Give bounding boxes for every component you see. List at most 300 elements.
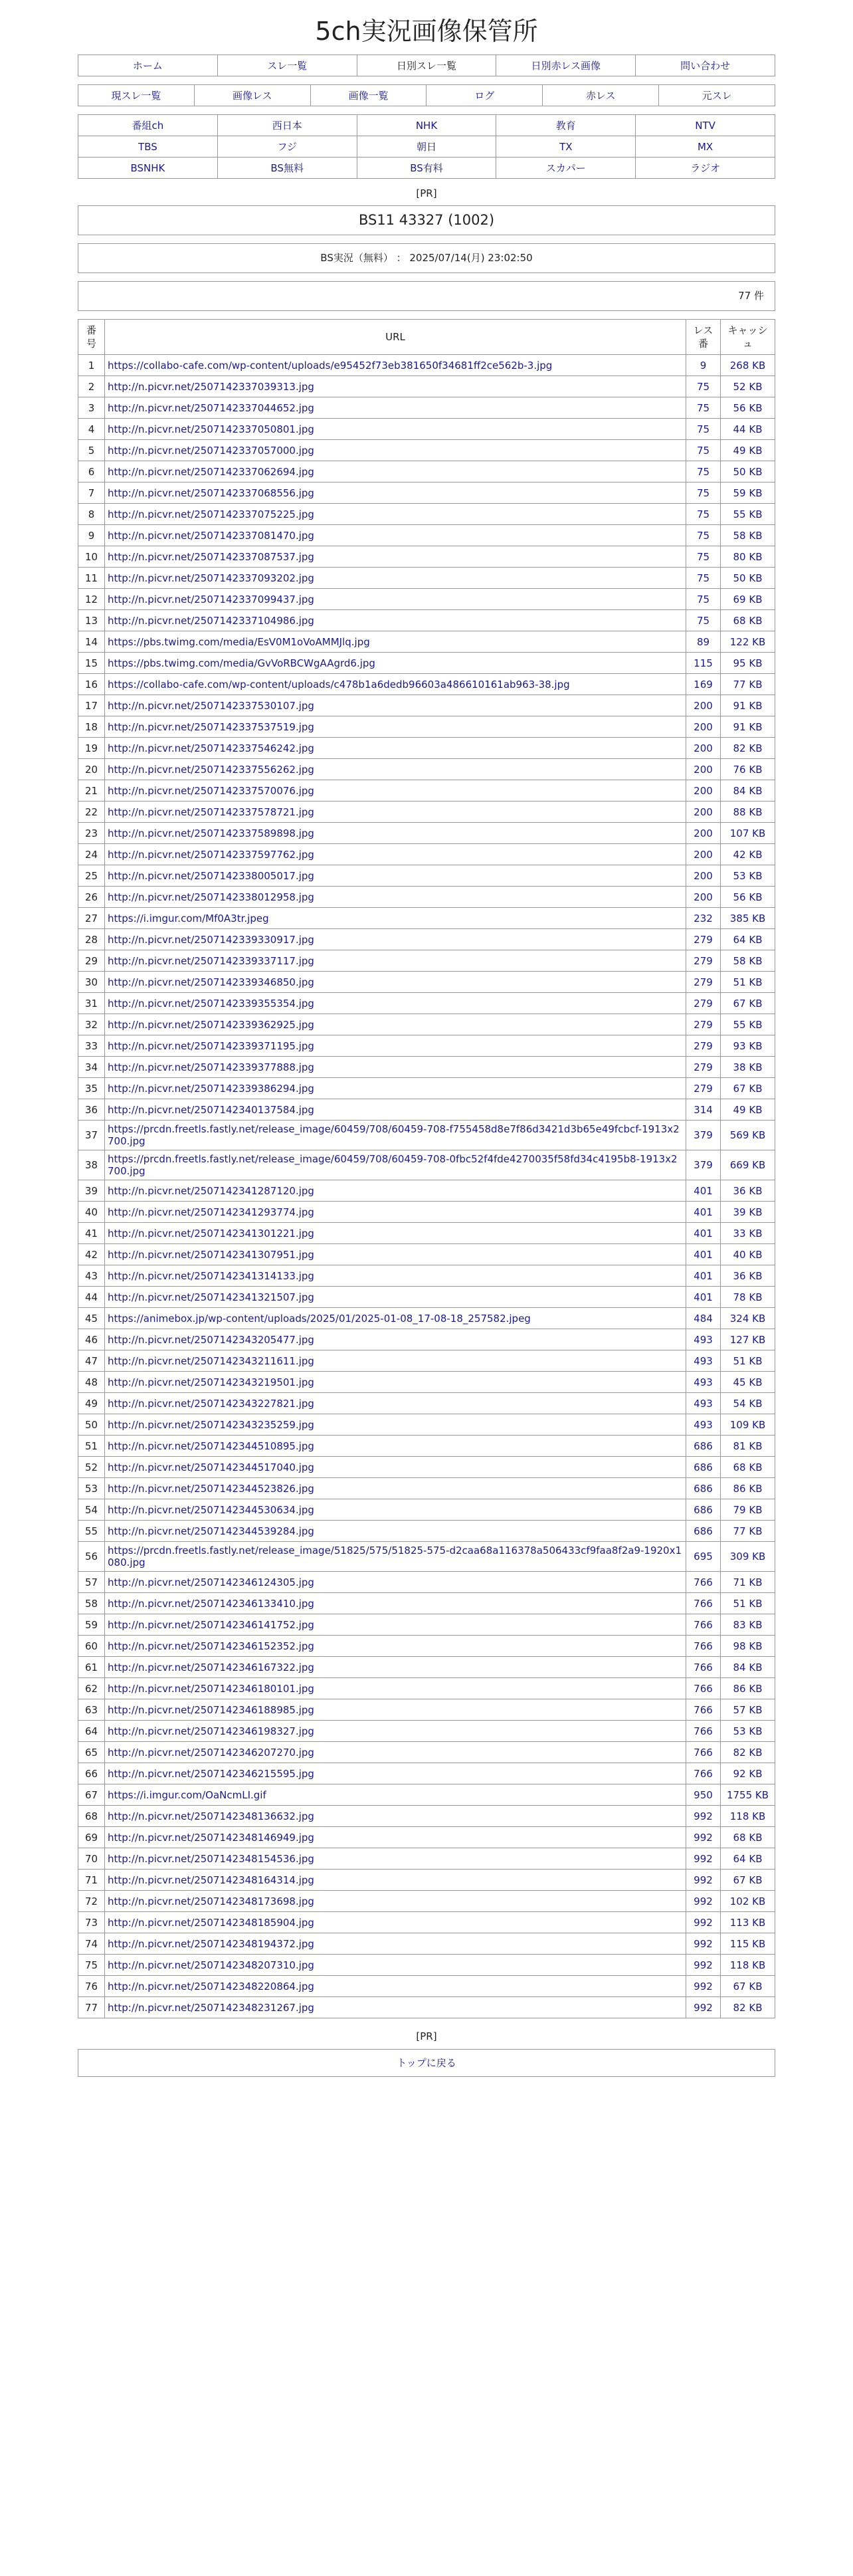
row-url-link[interactable]: http://n.picvr.net/2507142339337117.jpg (105, 950, 686, 972)
row-number: 19 (78, 738, 105, 759)
row-cache-link[interactable]: 64 KB (721, 1848, 775, 1870)
row-res-link[interactable]: 493 (686, 1393, 721, 1414)
row-cache-link[interactable]: 77 KB (721, 1521, 775, 1542)
row-res-link[interactable]: 493 (686, 1329, 721, 1350)
row-url-link[interactable]: http://n.picvr.net/2507142348146949.jpg (105, 1827, 686, 1848)
row-res-link[interactable]: 766 (686, 1614, 721, 1636)
row-cache-link[interactable]: 78 KB (721, 1287, 775, 1308)
row-res-link[interactable]: 75 (686, 376, 721, 397)
table-row (78, 568, 775, 589)
table-row (78, 844, 775, 865)
row-url-link[interactable]: http://n.picvr.net/2507142337099437.jpg (105, 589, 686, 610)
row-url-link[interactable]: http://n.picvr.net/2507142337546242.jpg (105, 738, 686, 759)
row-cache-link[interactable]: 118 KB (721, 1955, 775, 1976)
row-res-link[interactable]: 232 (686, 908, 721, 929)
table-row (78, 461, 775, 483)
row-number: 11 (78, 568, 105, 589)
row-res-link[interactable]: 493 (686, 1372, 721, 1393)
nav-thread-list[interactable]: スレ一覧 (217, 55, 357, 76)
row-cache-link[interactable]: 102 KB (721, 1891, 775, 1912)
row-url-link[interactable]: http://n.picvr.net/2507142348164314.jpg (105, 1870, 686, 1891)
row-res-link[interactable]: 279 (686, 972, 721, 993)
pr-label: [PR] (416, 187, 437, 199)
row-url-link[interactable]: http://n.picvr.net/2507142344523826.jpg (105, 1478, 686, 1499)
row-cache-link[interactable]: 67 KB (721, 1078, 775, 1099)
row-cache-link[interactable]: 52 KB (721, 376, 775, 397)
row-res-link[interactable]: 992 (686, 1976, 721, 1997)
channel-link[interactable]: TX (496, 136, 636, 158)
row-url-link[interactable]: http://n.picvr.net/2507142341287120.jpg (105, 1180, 686, 1202)
row-number: 62 (78, 1678, 105, 1699)
row-res-link[interactable]: 766 (686, 1636, 721, 1657)
row-res-link[interactable]: 379 (686, 1121, 721, 1150)
row-res-link[interactable]: 115 (686, 653, 721, 674)
row-cache-link[interactable]: 45 KB (721, 1372, 775, 1393)
table-row (78, 1478, 775, 1499)
row-url-link[interactable]: http://n.picvr.net/2507142348220864.jpg (105, 1976, 686, 1997)
row-res-link[interactable]: 379 (686, 1150, 721, 1180)
row-number: 72 (78, 1891, 105, 1912)
channel-link[interactable]: ラジオ (636, 158, 775, 179)
row-url-link[interactable]: http://n.picvr.net/2507142343219501.jpg (105, 1372, 686, 1393)
row-res-link[interactable]: 75 (686, 610, 721, 631)
row-url-link[interactable]: http://n.picvr.net/2507142348231267.jpg (105, 1997, 686, 2018)
row-url-link[interactable]: http://n.picvr.net/2507142337039313.jpg (105, 376, 686, 397)
table-row (78, 1521, 775, 1542)
nav-current-threads[interactable]: 現スレ一覧 (78, 85, 195, 106)
row-res-link[interactable]: 992 (686, 1891, 721, 1912)
row-cache-link[interactable]: 107 KB (721, 823, 775, 844)
row-number: 47 (78, 1350, 105, 1372)
row-res-link[interactable]: 200 (686, 695, 721, 716)
row-res-link[interactable]: 992 (686, 1848, 721, 1870)
row-url-link[interactable]: http://n.picvr.net/2507142337556262.jpg (105, 759, 686, 780)
row-res-link[interactable]: 401 (686, 1287, 721, 1308)
row-cache-link[interactable]: 77 KB (721, 674, 775, 695)
row-res-link[interactable]: 75 (686, 589, 721, 610)
row-res-link[interactable]: 766 (686, 1657, 721, 1678)
row-res-link[interactable]: 766 (686, 1763, 721, 1784)
row-cache-link[interactable]: 38 KB (721, 1057, 775, 1078)
row-cache-link[interactable]: 1755 KB (721, 1784, 775, 1806)
row-res-link[interactable]: 200 (686, 844, 721, 865)
row-cache-link[interactable]: 91 KB (721, 695, 775, 716)
row-url-link[interactable]: https://prcdn.freetls.fastly.net/release_image/51825/575/51825-575-d2caa68a116378a506433cf9faa8f2a9-1920x1080.jpg (105, 1542, 686, 1572)
row-url-link[interactable]: http://n.picvr.net/2507142346141752.jpg (105, 1614, 686, 1636)
channel-link[interactable]: スカパー (496, 158, 636, 179)
row-cache-link[interactable]: 68 KB (721, 1457, 775, 1478)
channel-link[interactable]: BSNHK (78, 158, 218, 179)
row-url-link[interactable]: http://n.picvr.net/2507142348185904.jpg (105, 1912, 686, 1933)
row-res-link[interactable]: 992 (686, 1933, 721, 1955)
row-cache-link[interactable]: 115 KB (721, 1933, 775, 1955)
row-url-link[interactable]: https://i.imgur.com/OaNcmLI.gif (105, 1784, 686, 1806)
row-url-link[interactable]: http://n.picvr.net/2507142337530107.jpg (105, 695, 686, 716)
site-title: 5ch実況画像保管所 (315, 17, 538, 46)
row-number: 56 (78, 1542, 105, 1572)
row-url-link[interactable]: http://n.picvr.net/2507142340137584.jpg (105, 1099, 686, 1121)
row-url-link[interactable]: https://collabo-cafe.com/wp-content/uploads/c478b1a6dedb96603a486610161ab963-38.jpg (105, 674, 686, 695)
table-row (78, 1891, 775, 1912)
row-cache-link[interactable]: 51 KB (721, 1350, 775, 1372)
row-res-link[interactable]: 686 (686, 1521, 721, 1542)
row-number: 25 (78, 865, 105, 887)
table-row (78, 631, 775, 653)
row-res-link[interactable]: 401 (686, 1202, 721, 1223)
row-cache-link[interactable]: 67 KB (721, 1870, 775, 1891)
row-url-link[interactable]: http://n.picvr.net/2507142346198327.jpg (105, 1721, 686, 1742)
row-res-link[interactable]: 200 (686, 823, 721, 844)
row-url-link[interactable]: http://n.picvr.net/2507142348207310.jpg (105, 1955, 686, 1976)
row-res-link[interactable]: 484 (686, 1308, 721, 1329)
row-res-link[interactable]: 200 (686, 865, 721, 887)
row-res-link[interactable]: 766 (686, 1742, 721, 1763)
row-res-link[interactable]: 766 (686, 1572, 721, 1593)
row-cache-link[interactable]: 33 KB (721, 1223, 775, 1244)
row-url-link[interactable]: https://animebox.jp/wp-content/uploads/2025/01/2025-01-08_17-08-18_257582.jpeg (105, 1308, 686, 1329)
row-cache-link[interactable]: 309 KB (721, 1542, 775, 1572)
row-cache-link[interactable]: 56 KB (721, 397, 775, 419)
nav-home[interactable]: ホーム (78, 55, 218, 76)
row-cache-link[interactable]: 92 KB (721, 1763, 775, 1784)
row-cache-link[interactable]: 64 KB (721, 929, 775, 950)
row-res-link[interactable]: 75 (686, 546, 721, 568)
row-url-link[interactable]: http://n.picvr.net/2507142337537519.jpg (105, 716, 686, 738)
row-cache-link[interactable]: 36 KB (721, 1265, 775, 1287)
row-cache-link[interactable]: 88 KB (721, 802, 775, 823)
row-cache-link[interactable]: 49 KB (721, 440, 775, 461)
row-cache-link[interactable]: 324 KB (721, 1308, 775, 1329)
row-cache-link[interactable]: 68 KB (721, 610, 775, 631)
row-res-link[interactable]: 992 (686, 1806, 721, 1827)
channel-link[interactable]: 朝日 (357, 136, 496, 158)
row-res-link[interactable]: 686 (686, 1499, 721, 1521)
row-res-link[interactable]: 992 (686, 1870, 721, 1891)
row-url-link[interactable]: http://n.picvr.net/2507142348173698.jpg (105, 1891, 686, 1912)
row-cache-link[interactable]: 71 KB (721, 1572, 775, 1593)
row-number: 74 (78, 1933, 105, 1955)
row-res-link[interactable]: 401 (686, 1223, 721, 1244)
row-cache-link[interactable]: 68 KB (721, 1827, 775, 1848)
row-number: 60 (78, 1636, 105, 1657)
row-url-link[interactable]: http://n.picvr.net/2507142348154536.jpg (105, 1848, 686, 1870)
row-res-link[interactable]: 200 (686, 738, 721, 759)
row-cache-link[interactable]: 569 KB (721, 1121, 775, 1150)
row-res-link[interactable]: 401 (686, 1180, 721, 1202)
row-res-link[interactable]: 401 (686, 1244, 721, 1265)
row-cache-link[interactable]: 122 KB (721, 631, 775, 653)
channel-link[interactable]: MX (636, 136, 775, 158)
row-res-link[interactable]: 493 (686, 1350, 721, 1372)
row-url-link[interactable]: http://n.picvr.net/2507142346180101.jpg (105, 1678, 686, 1699)
channel-link[interactable]: 番組ch (78, 115, 218, 136)
row-number: 40 (78, 1202, 105, 1223)
row-res-link[interactable]: 75 (686, 440, 721, 461)
row-res-link[interactable]: 75 (686, 483, 721, 504)
row-res-link[interactable]: 766 (686, 1721, 721, 1742)
row-url-link[interactable]: http://n.picvr.net/2507142346207270.jpg (105, 1742, 686, 1763)
row-cache-link[interactable]: 39 KB (721, 1202, 775, 1223)
row-url-link[interactable]: http://n.picvr.net/2507142343205477.jpg (105, 1329, 686, 1350)
row-url-link[interactable]: http://n.picvr.net/2507142346124305.jpg (105, 1572, 686, 1593)
row-cache-link[interactable]: 42 KB (721, 844, 775, 865)
row-res-link[interactable]: 686 (686, 1436, 721, 1457)
row-url-link[interactable]: http://n.picvr.net/2507142337597762.jpg (105, 844, 686, 865)
nav-log[interactable]: ログ (427, 85, 543, 106)
row-url-link[interactable]: http://n.picvr.net/2507142344530634.jpg (105, 1499, 686, 1521)
row-number: 17 (78, 695, 105, 716)
row-url-link[interactable]: http://n.picvr.net/2507142341293774.jpg (105, 1202, 686, 1223)
row-res-link[interactable]: 950 (686, 1784, 721, 1806)
row-res-link[interactable]: 401 (686, 1265, 721, 1287)
row-res-link[interactable]: 992 (686, 1997, 721, 2018)
row-res-link[interactable]: 75 (686, 568, 721, 589)
row-res-link[interactable]: 200 (686, 780, 721, 802)
row-cache-link[interactable]: 86 KB (721, 1678, 775, 1699)
row-url-link[interactable]: http://n.picvr.net/2507142339346850.jpg (105, 972, 686, 993)
row-url-link[interactable]: http://n.picvr.net/2507142346133410.jpg (105, 1593, 686, 1614)
row-url-link[interactable]: http://n.picvr.net/2507142337075225.jpg (105, 504, 686, 525)
nav-original-thread[interactable]: 元スレ (659, 85, 775, 106)
row-url-link[interactable]: http://n.picvr.net/2507142346152352.jpg (105, 1636, 686, 1657)
row-cache-link[interactable]: 91 KB (721, 716, 775, 738)
row-cache-link[interactable]: 67 KB (721, 993, 775, 1014)
row-res-link[interactable]: 493 (686, 1414, 721, 1436)
row-cache-link[interactable]: 53 KB (721, 1721, 775, 1742)
row-res-link[interactable]: 279 (686, 929, 721, 950)
row-number: 4 (78, 419, 105, 440)
row-url-link[interactable]: http://n.picvr.net/2507142339386294.jpg (105, 1078, 686, 1099)
row-cache-link[interactable]: 118 KB (721, 1806, 775, 1827)
row-cache-link[interactable]: 58 KB (721, 950, 775, 972)
row-cache-link[interactable]: 50 KB (721, 568, 775, 589)
row-url-link[interactable]: http://n.picvr.net/2507142337081470.jpg (105, 525, 686, 546)
row-url-link[interactable]: http://n.picvr.net/2507142343227821.jpg (105, 1393, 686, 1414)
row-number: 9 (78, 525, 105, 546)
row-number: 75 (78, 1955, 105, 1976)
row-cache-link[interactable]: 385 KB (721, 908, 775, 929)
row-res-link[interactable]: 200 (686, 759, 721, 780)
row-cache-link[interactable]: 98 KB (721, 1636, 775, 1657)
row-url-link[interactable]: http://n.picvr.net/2507142338012958.jpg (105, 887, 686, 908)
table-row (78, 1614, 775, 1636)
row-res-link[interactable]: 279 (686, 1078, 721, 1099)
row-res-link[interactable]: 279 (686, 1057, 721, 1078)
row-url-link[interactable]: http://n.picvr.net/2507142346215595.jpg (105, 1763, 686, 1784)
row-url-link[interactable]: http://n.picvr.net/2507142344510895.jpg (105, 1436, 686, 1457)
row-url-link[interactable]: https://collabo-cafe.com/wp-content/uploads/e95452f73eb381650f34681ff2ce562b-3.jpg (105, 355, 686, 376)
table-row (78, 929, 775, 950)
channel-nav (78, 114, 775, 179)
row-cache-link[interactable]: 49 KB (721, 1099, 775, 1121)
row-url-link[interactable]: http://n.picvr.net/2507142337589898.jpg (105, 823, 686, 844)
row-cache-link[interactable]: 50 KB (721, 461, 775, 483)
row-res-link[interactable]: 75 (686, 504, 721, 525)
row-res-link[interactable]: 992 (686, 1827, 721, 1848)
table-row (78, 610, 775, 631)
row-url-link[interactable]: http://n.picvr.net/2507142341321507.jpg (105, 1287, 686, 1308)
channel-link[interactable]: TBS (78, 136, 218, 158)
table-row (78, 908, 775, 929)
row-url-link[interactable]: http://n.picvr.net/2507142346188985.jpg (105, 1699, 686, 1721)
row-cache-link[interactable]: 79 KB (721, 1499, 775, 1521)
row-url-link[interactable]: http://n.picvr.net/2507142337087537.jpg (105, 546, 686, 568)
row-cache-link[interactable]: 109 KB (721, 1414, 775, 1436)
row-url-link[interactable]: http://n.picvr.net/2507142338005017.jpg (105, 865, 686, 887)
row-cache-link[interactable]: 55 KB (721, 504, 775, 525)
row-res-link[interactable]: 279 (686, 1014, 721, 1035)
row-cache-link[interactable]: 58 KB (721, 525, 775, 546)
row-res-link[interactable]: 279 (686, 1035, 721, 1057)
row-url-link[interactable]: http://n.picvr.net/2507142337570076.jpg (105, 780, 686, 802)
row-res-link[interactable]: 686 (686, 1457, 721, 1478)
row-cache-link[interactable]: 67 KB (721, 1976, 775, 1997)
channel-link[interactable]: 教育 (496, 115, 636, 136)
row-url-link[interactable]: http://n.picvr.net/2507142339377888.jpg (105, 1057, 686, 1078)
row-res-link[interactable]: 9 (686, 355, 721, 376)
row-url-link[interactable]: http://n.picvr.net/2507142339362925.jpg (105, 1014, 686, 1035)
row-cache-link[interactable]: 36 KB (721, 1180, 775, 1202)
row-url-link[interactable]: http://n.picvr.net/2507142343211611.jpg (105, 1350, 686, 1372)
row-number: 12 (78, 589, 105, 610)
row-url-link[interactable]: http://n.picvr.net/2507142339371195.jpg (105, 1035, 686, 1057)
row-number: 27 (78, 908, 105, 929)
row-cache-link[interactable]: 69 KB (721, 589, 775, 610)
back-to-top-button[interactable]: トップに戻る (78, 2049, 775, 2077)
row-cache-link[interactable]: 76 KB (721, 759, 775, 780)
row-cache-link[interactable]: 51 KB (721, 972, 775, 993)
row-number: 58 (78, 1593, 105, 1614)
nav-red-res[interactable]: 赤レス (543, 85, 659, 106)
row-cache-link[interactable]: 82 KB (721, 1742, 775, 1763)
nav-image-list[interactable]: 画像一覧 (310, 85, 427, 106)
row-res-link[interactable]: 75 (686, 461, 721, 483)
channel-link[interactable]: BS無料 (217, 158, 357, 179)
row-cache-link[interactable]: 93 KB (721, 1035, 775, 1057)
channel-link[interactable]: BS有料 (357, 158, 496, 179)
row-cache-link[interactable]: 86 KB (721, 1478, 775, 1499)
row-url-link[interactable]: http://n.picvr.net/2507142339355354.jpg (105, 993, 686, 1014)
row-url-link[interactable]: http://n.picvr.net/2507142339330917.jpg (105, 929, 686, 950)
row-url-link[interactable]: http://n.picvr.net/2507142343235259.jpg (105, 1414, 686, 1436)
row-cache-link[interactable]: 83 KB (721, 1614, 775, 1636)
row-url-link[interactable]: https://pbs.twimg.com/media/GvVoRBCWgAAgrd6.jpg (105, 653, 686, 674)
nav-daily-red-images[interactable]: 日別赤レス画像 (496, 55, 636, 76)
row-number: 28 (78, 929, 105, 950)
row-url-link[interactable]: http://n.picvr.net/2507142337062694.jpg (105, 461, 686, 483)
row-cache-link[interactable]: 40 KB (721, 1244, 775, 1265)
row-cache-link[interactable]: 95 KB (721, 653, 775, 674)
row-cache-link[interactable]: 268 KB (721, 355, 775, 376)
row-url-link[interactable]: http://n.picvr.net/2507142337068556.jpg (105, 483, 686, 504)
row-number: 63 (78, 1699, 105, 1721)
row-cache-link[interactable]: 56 KB (721, 887, 775, 908)
table-row (78, 653, 775, 674)
row-res-link[interactable]: 992 (686, 1955, 721, 1976)
row-number: 49 (78, 1393, 105, 1414)
row-cache-link[interactable]: 669 KB (721, 1150, 775, 1180)
table-row (78, 716, 775, 738)
row-res-link[interactable]: 314 (686, 1099, 721, 1121)
row-url-link[interactable]: http://n.picvr.net/2507142348136632.jpg (105, 1806, 686, 1827)
row-url-link[interactable]: http://n.picvr.net/2507142337093202.jpg (105, 568, 686, 589)
row-res-link[interactable]: 279 (686, 950, 721, 972)
row-cache-link[interactable]: 81 KB (721, 1436, 775, 1457)
row-res-link[interactable]: 75 (686, 419, 721, 440)
row-res-link[interactable]: 75 (686, 397, 721, 419)
row-url-link[interactable]: http://n.picvr.net/2507142341307951.jpg (105, 1244, 686, 1265)
row-res-link[interactable]: 766 (686, 1678, 721, 1699)
table-row (78, 759, 775, 780)
row-cache-link[interactable]: 57 KB (721, 1699, 775, 1721)
row-res-link[interactable]: 686 (686, 1478, 721, 1499)
row-cache-link[interactable]: 84 KB (721, 1657, 775, 1678)
row-url-link[interactable]: http://n.picvr.net/2507142341301221.jpg (105, 1223, 686, 1244)
row-cache-link[interactable]: 44 KB (721, 419, 775, 440)
row-res-link[interactable]: 992 (686, 1912, 721, 1933)
row-number: 70 (78, 1848, 105, 1870)
row-url-link[interactable]: http://n.picvr.net/2507142337578721.jpg (105, 802, 686, 823)
table-row (78, 823, 775, 844)
row-url-link[interactable]: http://n.picvr.net/2507142344517040.jpg (105, 1457, 686, 1478)
row-url-link[interactable]: https://pbs.twimg.com/media/EsV0M1oVoAMMJlq.jpg (105, 631, 686, 653)
row-url-link[interactable]: http://n.picvr.net/2507142337104986.jpg (105, 610, 686, 631)
row-res-link[interactable]: 89 (686, 631, 721, 653)
channel-link[interactable]: 西日本 (217, 115, 357, 136)
row-cache-link[interactable]: 80 KB (721, 546, 775, 568)
row-cache-link[interactable]: 54 KB (721, 1393, 775, 1414)
row-res-link[interactable]: 695 (686, 1542, 721, 1572)
row-url-link[interactable]: http://n.picvr.net/2507142337044652.jpg (105, 397, 686, 419)
row-res-link[interactable]: 200 (686, 802, 721, 823)
row-cache-link[interactable]: 82 KB (721, 738, 775, 759)
row-url-link[interactable]: https://prcdn.freetls.fastly.net/release_image/60459/708/60459-708-0fbc52f4fde4270035f58fd34c4195b8-1913x2700.jpg (105, 1150, 686, 1180)
row-url-link[interactable]: http://n.picvr.net/2507142348194372.jpg (105, 1933, 686, 1955)
row-url-link[interactable]: http://n.picvr.net/2507142344539284.jpg (105, 1521, 686, 1542)
channel-link[interactable]: NTV (636, 115, 775, 136)
channel-link[interactable]: NHK (357, 115, 496, 136)
row-res-link[interactable]: 200 (686, 716, 721, 738)
row-url-link[interactable]: https://i.imgur.com/Mf0A3tr.jpeg (105, 908, 686, 929)
row-cache-link[interactable]: 82 KB (721, 1997, 775, 2018)
row-res-link[interactable]: 766 (686, 1699, 721, 1721)
row-cache-link[interactable]: 59 KB (721, 483, 775, 504)
row-number: 46 (78, 1329, 105, 1350)
row-url-link[interactable]: https://prcdn.freetls.fastly.net/release_image/60459/708/60459-708-f755458d8e7f86d3421d3b65e49fcbcf-1913x2700.jpg (105, 1121, 686, 1150)
nav-contact[interactable]: 問い合わせ (636, 55, 775, 76)
table-row (78, 1955, 775, 1976)
channel-link[interactable]: フジ (217, 136, 357, 158)
row-res-link[interactable]: 200 (686, 887, 721, 908)
row-res-link[interactable]: 75 (686, 525, 721, 546)
row-cache-link[interactable]: 53 KB (721, 865, 775, 887)
table-row (78, 950, 775, 972)
row-cache-link[interactable]: 51 KB (721, 1593, 775, 1614)
row-url-link[interactable]: http://n.picvr.net/2507142346167322.jpg (105, 1657, 686, 1678)
row-url-link[interactable]: http://n.picvr.net/2507142337050801.jpg (105, 419, 686, 440)
row-cache-link[interactable]: 113 KB (721, 1912, 775, 1933)
row-url-link[interactable]: http://n.picvr.net/2507142341314133.jpg (105, 1265, 686, 1287)
row-url-link[interactable]: http://n.picvr.net/2507142337057000.jpg (105, 440, 686, 461)
row-cache-link[interactable]: 127 KB (721, 1329, 775, 1350)
row-cache-link[interactable]: 55 KB (721, 1014, 775, 1035)
row-res-link[interactable]: 766 (686, 1593, 721, 1614)
row-cache-link[interactable]: 84 KB (721, 780, 775, 802)
row-res-link[interactable]: 169 (686, 674, 721, 695)
table-row (78, 419, 775, 440)
nav-image-res[interactable]: 画像レス (194, 85, 310, 106)
row-res-link[interactable]: 279 (686, 993, 721, 1014)
